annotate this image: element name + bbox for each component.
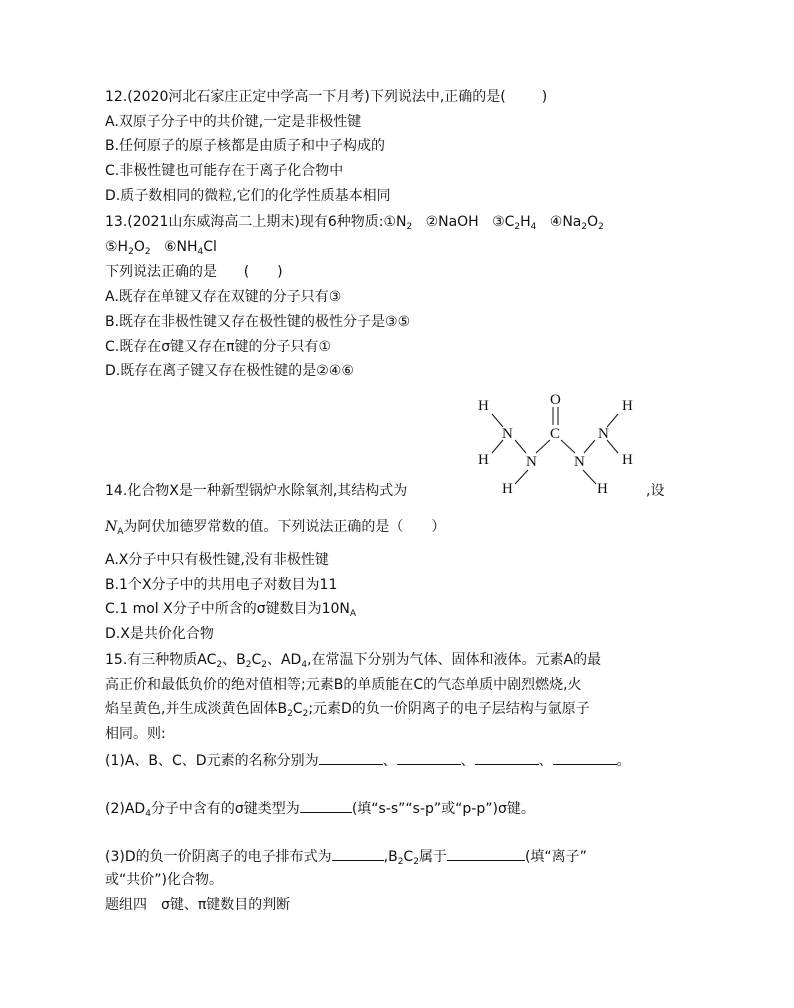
atom-h-1: H	[478, 398, 489, 414]
group-four-heading: 题组四 σ键、π键数目的判断	[105, 897, 291, 913]
q13-question: 下列说法正确的是 ( )	[105, 264, 283, 280]
q14-option-d: D.X是共价化合物	[105, 626, 214, 642]
q13-substances-cont: $⑤H_2O_2$ $⑥NH_4Cl$	[105, 239, 217, 257]
atom-n-right-outer: N	[598, 426, 609, 442]
bond-n-n-right	[584, 440, 595, 453]
atom-h-4: H	[597, 481, 608, 497]
answer-blank-a[interactable]	[319, 750, 383, 765]
q13-stem: 13.(2021山东威海高二上期末)现有6种物质$:①N_2$ ②NaOH $③C_2H_4$ $④Na_2O_2$	[105, 214, 604, 232]
q15-part2: $(2)AD_4$分子中含有的σ键类型为 (填“s-s”“s-p”或“p-p”)σ键。	[105, 798, 535, 818]
q12-option-c: C.非极性键也可能存在于离子化合物中	[105, 163, 344, 179]
q15-part3-cont: 或“共价”)化合物。	[105, 872, 223, 888]
q15-stem-line4: 相同。则:	[105, 726, 166, 742]
bond-n-n-left	[515, 440, 526, 453]
q13-option-d: D.既存在离子键又存在极性键的是②④⑥	[105, 363, 354, 379]
q14-stem-line2: $N_A$为阿伏加德罗常数的值。下列说法正确的是（ ）	[105, 519, 446, 537]
q12-stem: 12.(2020河北石家庄正定中学高一下月考)下列说法中,正确的是( )	[105, 89, 548, 105]
q13-option-a: A.既存在单键又存在双键的分子只有③	[105, 289, 342, 305]
answer-blank-b[interactable]	[397, 750, 461, 765]
q15-part1: (1)A、B、C、D元素的名称分别为 、 、 、 。	[105, 750, 631, 770]
q14-stem: 14.化合物X是一种新型锅炉水除氧剂,其结构式为	[105, 483, 408, 499]
q12-option-b: B.任何原子的原子核都是由质子和中子构成的	[105, 138, 386, 154]
q15-stem-line2: 高正价和最低负价的绝对值相等;元素B的单质能在C的气态单质中剧烈燃烧,火	[105, 677, 582, 693]
q14-option-b: B.1个X分子中的共用电子对数目为11	[105, 577, 338, 593]
q14-option-c: C.1 mol X分子中所含的σ键数目为$10N_A$	[105, 601, 357, 619]
atom-c: C	[550, 426, 561, 442]
q15-stem-line1: 15.有三种物质$AC_2$、$B_2C_2$、$AD_4$,在常温下分别为气体、固体和液体。元素A的最	[105, 652, 602, 670]
q14-stem-end: ,设	[646, 483, 665, 499]
answer-blank-c[interactable]	[475, 750, 539, 765]
q13-option-c: C.既存在σ键又存在π键的分子只有①	[105, 339, 332, 355]
atom-o: O	[550, 392, 561, 408]
atom-n-left-inner: N	[526, 454, 537, 470]
bond-n-h-mid-right	[583, 470, 596, 484]
bond-c-n-right	[561, 440, 575, 453]
answer-blank-electron-config[interactable]	[332, 846, 384, 861]
q15-stem-line3: 焰呈黄色,并生成淡黄色固体$B_2C_2$;元素D的负一价阴离子的电子层结构与氩原子	[105, 701, 590, 719]
atom-h-3: H	[502, 481, 513, 497]
atom-h-2: H	[478, 452, 489, 468]
atom-h-6: H	[622, 398, 633, 414]
q15-part3: (3)D的负一价阴离子的电子排布式为 $,B_2C_2$属于 (填“离子”	[105, 846, 587, 866]
q14-option-a: A.X分子中只有极性键,没有非极性键	[105, 552, 329, 568]
structural-formula	[470, 390, 650, 500]
atom-h-5: H	[622, 452, 633, 468]
atom-n-right-inner: N	[574, 454, 585, 470]
bond-n-h-mid-left	[515, 470, 528, 484]
answer-blank-d[interactable]	[553, 750, 617, 765]
q12-option-a: A.双原子分子中的共价键,一定是非极性键	[105, 114, 362, 130]
answer-blank-sigma-type[interactable]	[300, 798, 352, 813]
q12-option-d: D.质子数相同的微粒,它们的化学性质基本相同	[105, 188, 391, 204]
q13-option-b: B.既存在非极性键又存在极性键的极性分子是③⑤	[105, 314, 411, 330]
atom-n-left-outer: N	[502, 426, 513, 442]
bond-c-n-left	[536, 440, 550, 453]
answer-blank-compound-type[interactable]	[447, 846, 525, 861]
